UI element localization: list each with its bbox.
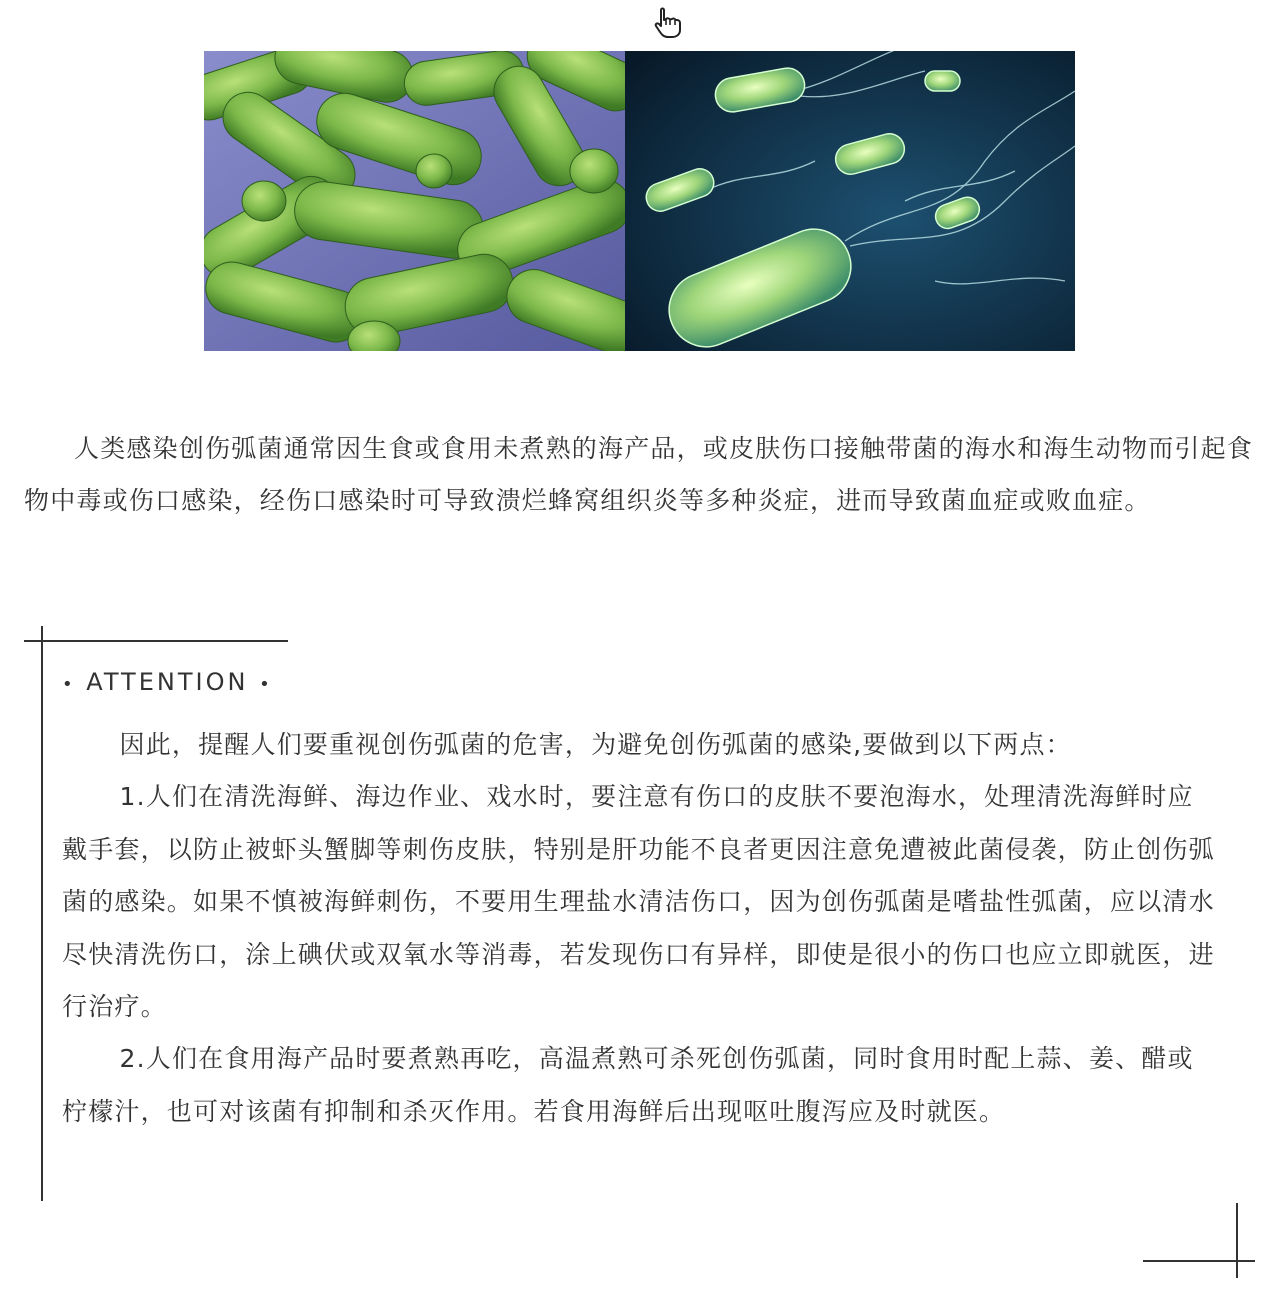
- bacteria-image: [204, 51, 1075, 351]
- attention-paragraph-point-2: 2.人们在食用海产品时要煮熟再吃，高温煮熟可杀死创伤弧菌，同时食用时配上蒜、姜、醋或柠檬汁，也可对该菌有抑制和杀灭作用。若食用海鲜后出现呕吐腹泻应及时就医。: [62, 1044, 1194, 1126]
- attention-paragraph-point-1: 1.人们在清洗海鲜、海边作业、戏水时，要注意有伤口的皮肤不要泡海水，处理清洗海鲜时应戴手套，以防止被虾头蟹脚等刺伤皮肤，特别是肝功能不良者更因注意免遭被此菌侵袭，防止创伤弧菌的感染。如果不慎被海鲜刺伤，不要用生理盐水清洁伤口，因为创伤弧菌是嗜盐性弧菌，应以清水尽快清洗伤口，涂上碘伏或双氧水等消毒，若发现伤口有异样，即使是很小的伤口也应立即就医，进行治疗。: [62, 782, 1215, 1022]
- bullet-dot-right: •: [259, 674, 273, 695]
- attention-heading: [62, 660, 1218, 707]
- bacteria-micrograph-left: [204, 51, 625, 351]
- bullet-dot-left: •: [62, 674, 76, 695]
- bacteria-flagella-right: [625, 51, 1075, 351]
- frame-bottom-right-vertical: [1236, 1203, 1238, 1278]
- pointing-hand-icon: [652, 6, 684, 40]
- frame-bottom-right-horizontal: [1143, 1260, 1255, 1262]
- attention-section: [62, 660, 1218, 1138]
- frame-top-left-vertical: [41, 626, 43, 1201]
- frame-top-left-horizontal: [24, 640, 288, 642]
- attention-title: ATTENTION: [86, 668, 249, 696]
- attention-paragraph-intro: 因此，提醒人们要重视创伤弧菌的危害，为避免创伤弧菌的感染,要做到以下两点：: [119, 730, 1072, 759]
- intro-paragraph: 人类感染创伤弧菌通常因生食或食用未煮熟的海产品，或皮肤伤口接触带菌的海水和海生动物而引起食物中毒或伤口感染，经伤口感染时可导致溃烂蜂窝组织炎等多种炎症，进而导致菌血症或败血症。: [24, 434, 1254, 515]
